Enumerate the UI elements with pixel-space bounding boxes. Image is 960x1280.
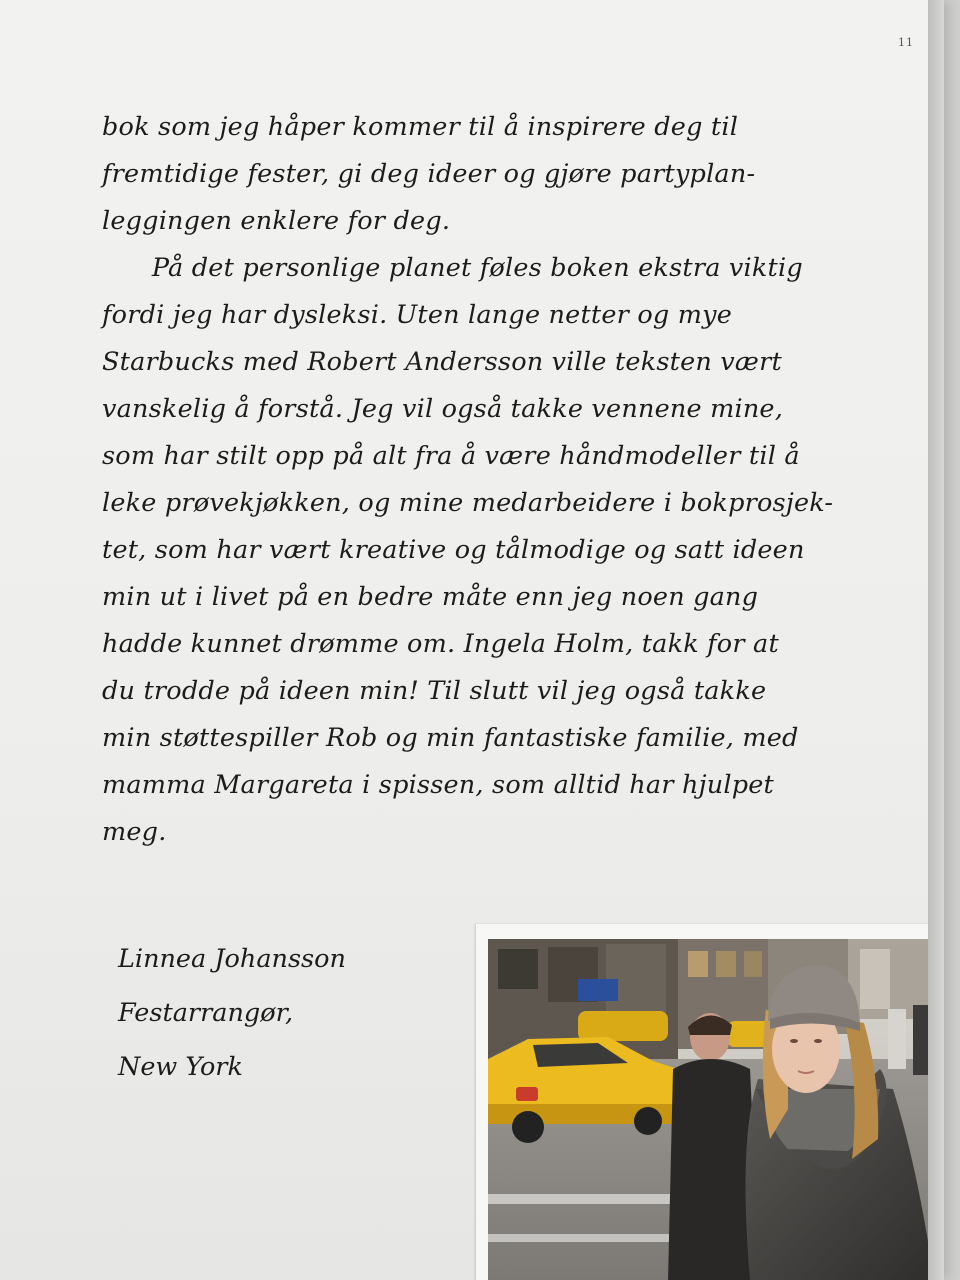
text-line: tet, som har vært kreative og tålmodige og satt ideen bbox=[102, 535, 805, 565]
signature-title: Festarrangør, bbox=[118, 998, 294, 1028]
text-line: fordi jeg har dysleksi. Uten lange netter og mye bbox=[102, 300, 732, 330]
page-number: 11 bbox=[898, 36, 914, 49]
text-line: som har stilt opp på alt fra å være håndmodeller til å bbox=[102, 441, 800, 471]
text-line: fremtidige fester, gi deg ideer og gjøre partyplan- bbox=[102, 159, 756, 189]
text-line: leke prøvekjøkken, og mine medarbeidere i bokprosjek- bbox=[102, 488, 834, 518]
text-line: bok som jeg håper kommer til å inspirere deg til bbox=[102, 112, 739, 142]
photo-frame bbox=[476, 924, 944, 1280]
street-scene-image bbox=[488, 939, 934, 1280]
street-photo bbox=[488, 939, 934, 1280]
text-line: min støttespiller Rob og min fantastiske familie, med bbox=[102, 723, 799, 753]
text-line: meg. bbox=[102, 817, 167, 847]
text-line: leggingen enklere for deg. bbox=[102, 206, 451, 236]
signature-block bbox=[118, 932, 438, 1094]
text-line: du trodde på ideen min! Til slutt vil jeg også takke bbox=[102, 676, 767, 706]
body-text bbox=[102, 104, 892, 856]
text-line: min ut i livet på en bedre måte enn jeg noen gang bbox=[102, 582, 759, 612]
text-line: vanskelig å forstå. Jeg vil også takke vennene mine, bbox=[102, 394, 784, 424]
signature-name: Linnea Johansson bbox=[118, 944, 346, 974]
text-line: hadde kunnet drømme om. Ingela Holm, takk for at bbox=[102, 629, 779, 659]
signature-city: New York bbox=[118, 1052, 243, 1082]
text-line: På det personlige planet føles boken ekstra viktig bbox=[102, 253, 803, 283]
text-line: Starbucks med Robert Andersson ville teksten vært bbox=[102, 347, 782, 377]
page-edge bbox=[928, 0, 944, 1280]
text-line: mamma Margareta i spissen, som alltid har hjulpet bbox=[102, 770, 775, 800]
